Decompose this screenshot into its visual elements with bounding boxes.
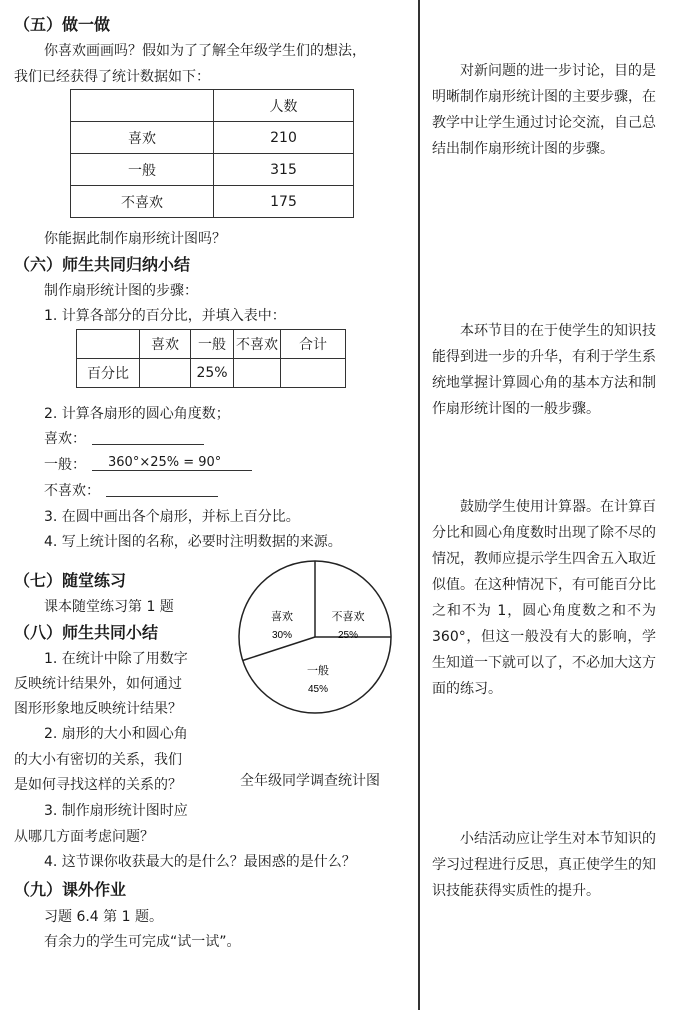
section-five-intro-2: 我们已经获得了统计数据如下： xyxy=(14,69,210,85)
pie-label-normal: 一般 xyxy=(307,665,329,677)
data-table-cell: 一般 xyxy=(71,154,214,186)
step-3: 3. 在圆中画出各个扇形，并标上百分比。 xyxy=(44,509,300,525)
data-table-cell: 315 xyxy=(214,154,354,186)
percent-table-header: 合计 xyxy=(281,330,346,359)
percent-table xyxy=(76,329,346,388)
section-five-heading: （五）做一做 xyxy=(14,15,111,34)
percent-table-header: 一般 xyxy=(191,330,234,359)
section-seven-heading: （七）随堂练习 xyxy=(14,571,127,590)
dislike-answer-line xyxy=(106,496,218,497)
percent-table-header: 喜欢 xyxy=(140,330,191,359)
percent-table-cell xyxy=(140,359,191,388)
summary-q1: 图形形象地反映统计结果？ xyxy=(14,701,182,717)
pie-percent-like: 30% xyxy=(271,630,293,641)
step-1: 1. 计算各部分的百分比，并填入表中： xyxy=(44,308,286,324)
data-table-cell: 喜欢 xyxy=(71,122,214,154)
percent-table-header xyxy=(77,330,140,359)
summary-q2: 的大小有密切的关系，我们 xyxy=(14,752,182,768)
pie-percent-normal: 45% xyxy=(307,684,329,695)
data-table xyxy=(70,89,354,218)
section-five-intro-1: 你喜欢画画吗？假如为了了解全年级学生们的想法， xyxy=(44,43,366,59)
section-nine-heading: （九）课外作业 xyxy=(14,880,127,899)
section-eight-heading: （八）师生共同小结 xyxy=(14,623,159,642)
homework-1: 习题 6.4 第 1 题。 xyxy=(44,909,163,925)
normal-label: 一般： xyxy=(44,457,86,473)
normal-calc: 360°×25% = 90° xyxy=(108,455,222,470)
data-table-cell: 不喜欢 xyxy=(71,186,214,218)
summary-q1: 1. 在统计中除了用数字 xyxy=(44,651,188,667)
data-table-cell: 210 xyxy=(214,122,354,154)
percent-table-cell xyxy=(234,359,281,388)
step-2: 2. 计算各扇形的圆心角度数； xyxy=(44,406,230,422)
teaching-note-1: 对新问题的进一步讨论，目的是明晰制作扇形统计图的主要步骤，在教学中让学生通过讨论交流，自己总结出制作扇形统计图的步骤。 xyxy=(432,63,656,157)
pie-label-like: 喜欢 xyxy=(271,611,293,623)
percent-table-cell: 百分比 xyxy=(77,359,140,388)
like-answer-line xyxy=(92,444,204,445)
normal-answer-line xyxy=(92,470,252,471)
summary-q4: 4. 这节课你收获最大的是什么？最困惑的是什么？ xyxy=(44,854,356,870)
column-divider xyxy=(418,0,420,1010)
like-label: 喜欢： xyxy=(44,431,86,447)
teaching-note-3: 鼓励学生使用计算器。在计算百分比和圆心角度数时出现了除不尽的情况，教师应提示学生四舍五入取近似值。在这种情况下，有可能百分比之和不为 1，圆心角度数之和不为 360°，但这一般没有大的影响，学生知道一下就可以了，不必加大这方面的练习。 xyxy=(432,499,656,697)
dislike-label: 不喜欢： xyxy=(44,483,100,499)
section-seven-text: 课本随堂练习第 1 题 xyxy=(44,599,174,615)
summary-q2: 2. 扇形的大小和圆心角 xyxy=(44,726,188,742)
step-4: 4. 写上统计图的名称，必要时注明数据的来源。 xyxy=(44,534,342,550)
summary-q3: 从哪几方面考虑问题？ xyxy=(14,829,154,845)
homework-2: 有余力的学生可完成“试一试”。 xyxy=(44,934,241,950)
pie-caption: 全年级同学调查统计图 xyxy=(240,773,380,789)
steps-title: 制作扇形统计图的步骤： xyxy=(44,283,198,299)
pie-label-dislike: 不喜欢 xyxy=(331,611,365,623)
summary-q3: 3. 制作扇形统计图时应 xyxy=(44,803,188,819)
percent-table-cell xyxy=(281,359,346,388)
summary-q2: 是如何寻找这样的关系的？ xyxy=(14,777,182,793)
data-table-cell: 175 xyxy=(214,186,354,218)
pie-percent-dislike: 25% xyxy=(337,630,359,641)
teaching-note-4: 小结活动应让学生对本节知识的学习过程进行反思，真正使学生的知识技能获得实质性的提升。 xyxy=(432,831,656,899)
data-table-header-count: 人数 xyxy=(214,90,354,122)
percent-table-cell: 25% xyxy=(191,359,234,388)
data-table-header-empty xyxy=(71,90,214,122)
summary-q1: 反映统计结果外，如何通过 xyxy=(14,676,182,692)
teaching-note-2: 本环节目的在于使学生的知识技能得到进一步的升华，有利于学生系统地掌握计算圆心角的基本方法和制作扇形统计图的一般步骤。 xyxy=(432,323,656,417)
pie-chart xyxy=(238,560,398,760)
section-six-heading: （六）师生共同归纳小结 xyxy=(14,255,191,274)
percent-table-header: 不喜欢 xyxy=(234,330,281,359)
section-five-question: 你能据此制作扇形统计图吗？ xyxy=(44,231,226,247)
